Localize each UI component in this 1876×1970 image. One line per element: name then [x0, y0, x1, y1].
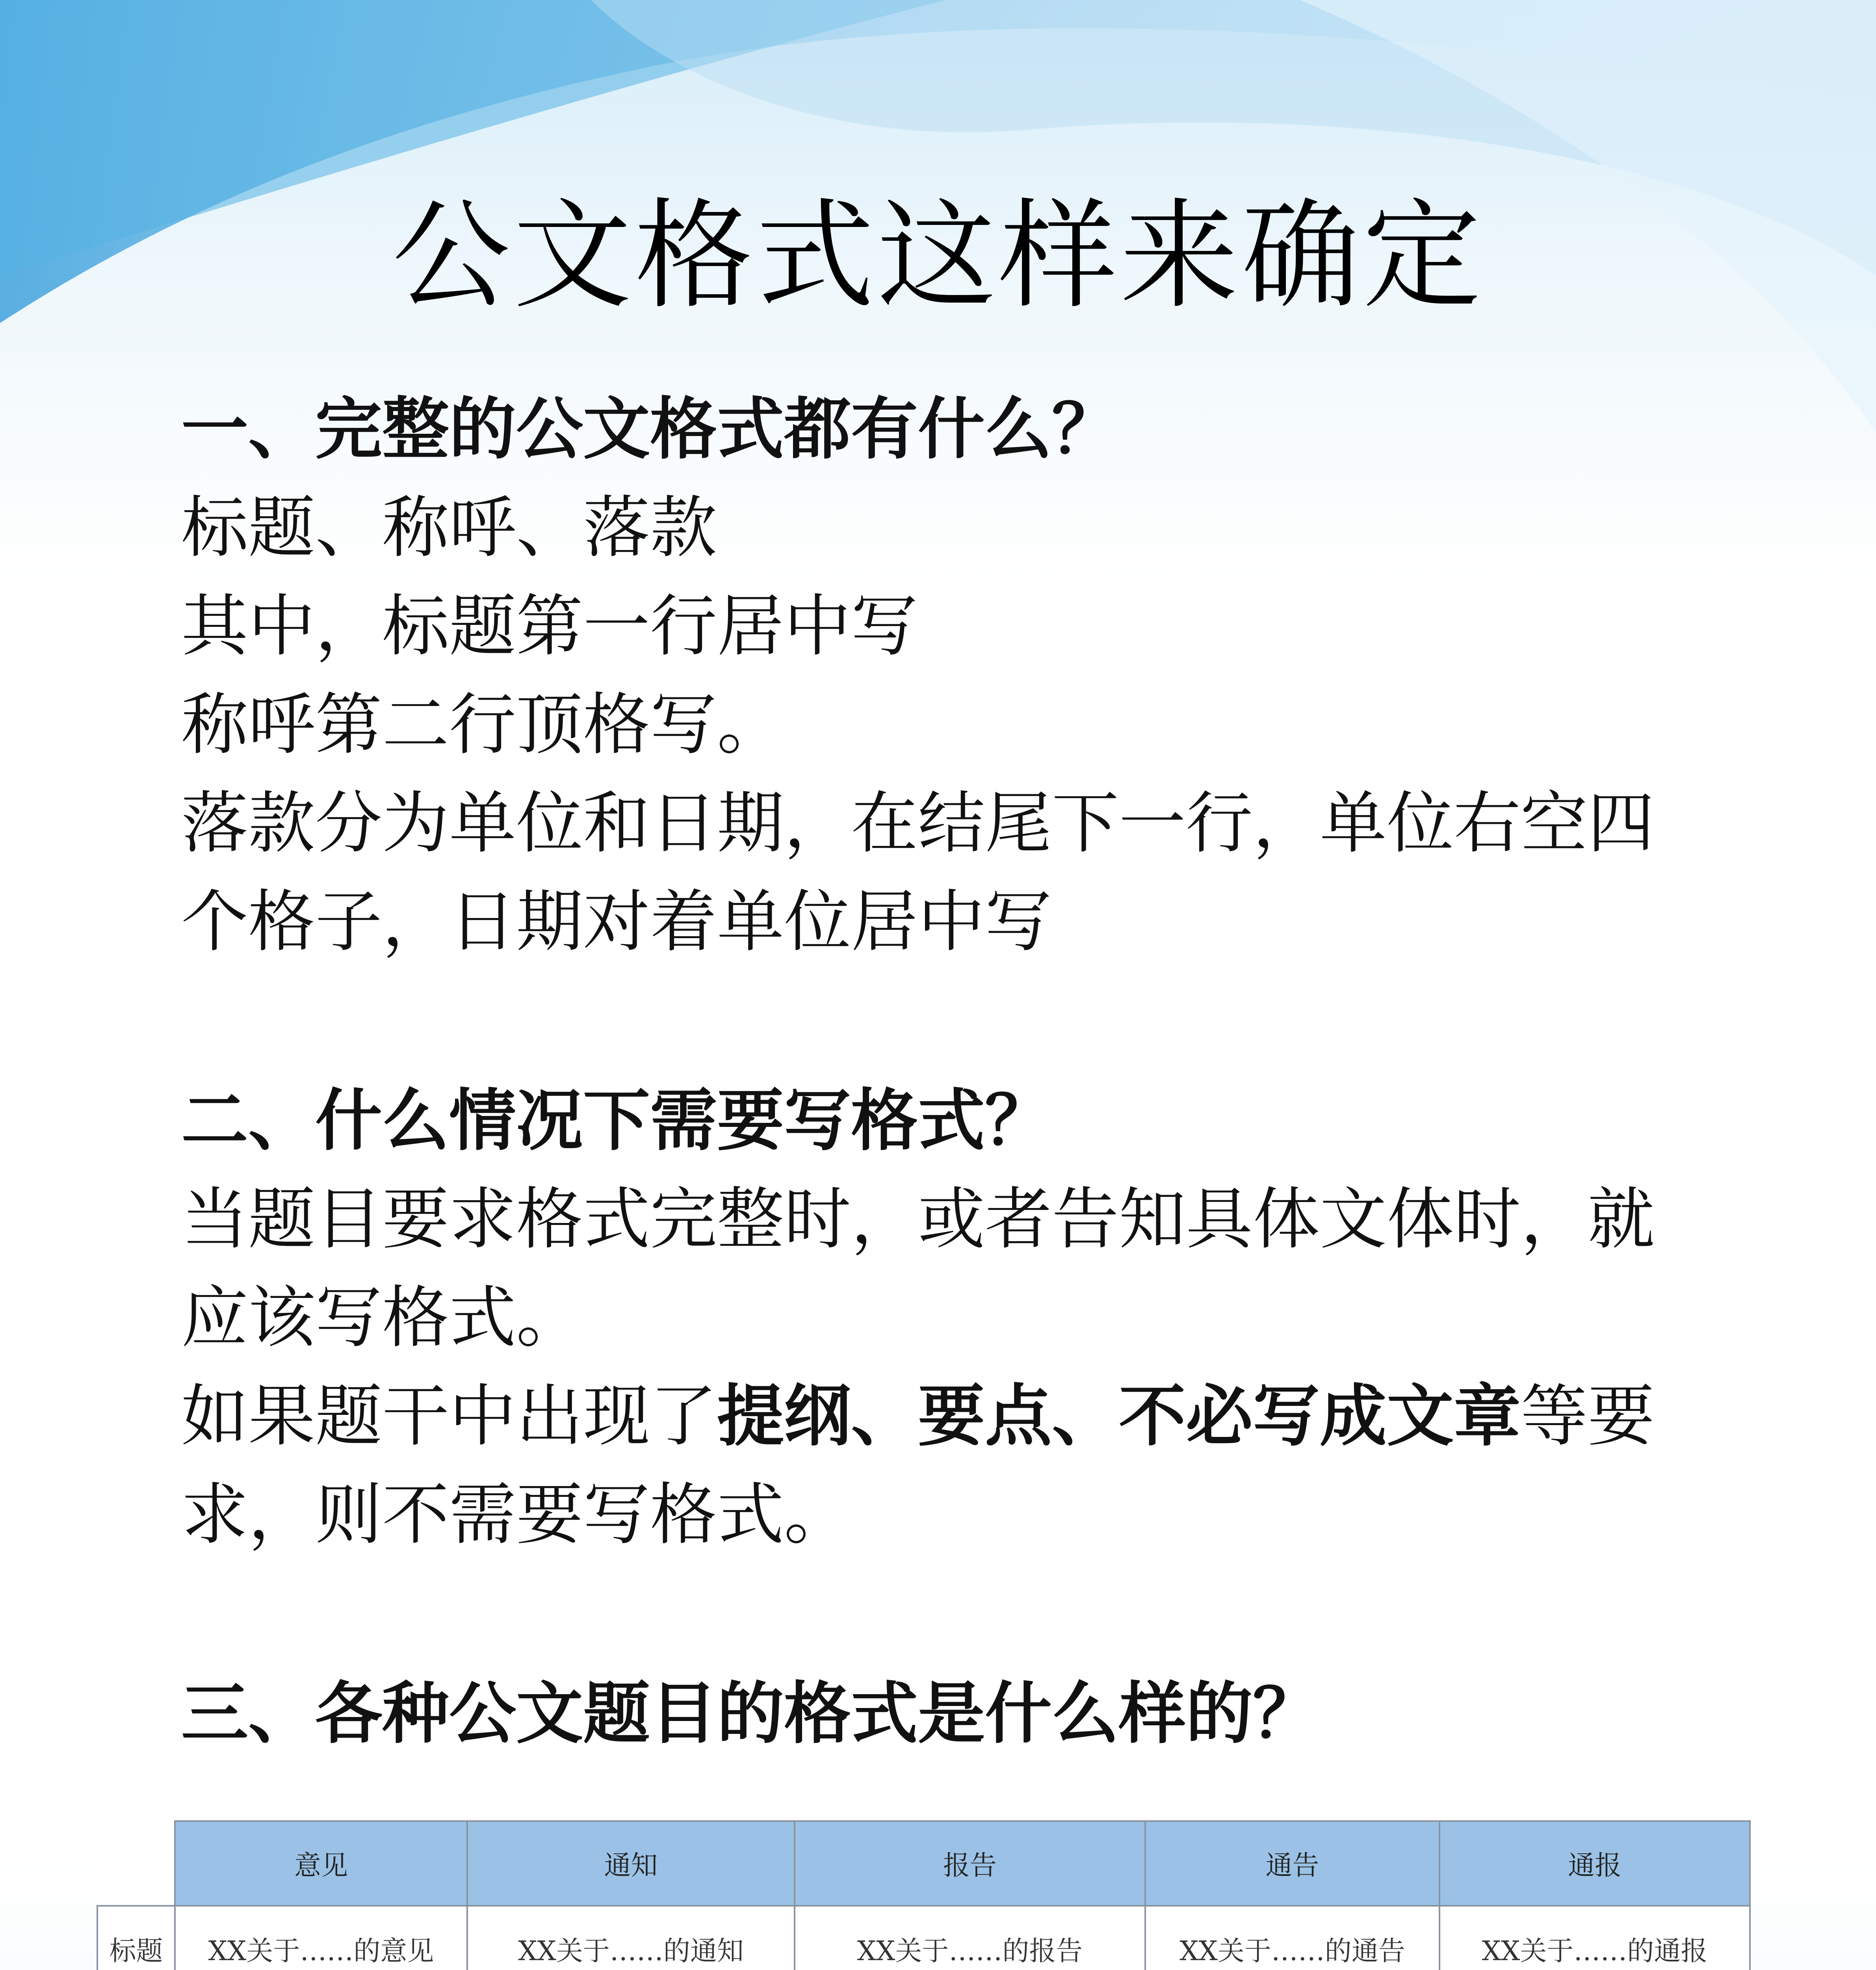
table-cell: XX关于……的通报	[1440, 1906, 1750, 1970]
table-corner-cell	[97, 1821, 175, 1906]
section-2-line-emphasis: 提纲、要点、不必写成文章	[717, 1377, 1521, 1455]
table-column-header: 通告	[1145, 1821, 1440, 1906]
table-column-header: 意见	[175, 1821, 467, 1906]
table-cell: XX关于……的意见	[175, 1906, 467, 1970]
section-1-heading: 一、完整的公文格式都有什么？	[181, 390, 1119, 468]
section-1-line: 个格子，日期对着单位居中写	[181, 883, 1052, 961]
section-1-line: 落款分为单位和日期，在结尾下一行，单位右空四	[181, 784, 1655, 862]
table-header-row	[97, 1821, 1750, 1906]
table-column-header: 报告	[795, 1821, 1145, 1906]
table-column-header: 通知	[467, 1821, 795, 1906]
table-column-header: 通报	[1440, 1821, 1750, 1906]
table-row	[97, 1906, 1750, 1970]
section-1-line: 称呼第二行顶格写。	[181, 686, 784, 764]
section-1-line: 标题、称呼、落款	[181, 489, 717, 567]
table-cell: XX关于……的通知	[467, 1906, 795, 1970]
section-2-line-prefix: 如果题干中出现了	[181, 1377, 717, 1455]
section-2-line	[181, 1367, 1737, 1466]
section-3-heading: 三、各种公文题目的格式是什么样的？	[181, 1675, 1320, 1753]
section-1-line: 其中，标题第一行居中写	[181, 587, 918, 665]
section-2-line: 应该写格式。	[181, 1279, 583, 1357]
section-2-line-suffix: 等要	[1521, 1377, 1655, 1455]
table-row-header: 标题	[97, 1906, 175, 1970]
page-title: 公文格式这样来确定	[392, 187, 1484, 325]
table-cell: XX关于……的通告	[1145, 1906, 1440, 1970]
table-cell: XX关于……的报告	[795, 1906, 1145, 1970]
section-2-line: 当题目要求格式完整时，或者告知具体文体时，就	[181, 1180, 1655, 1258]
format-comparison-table	[97, 1820, 1751, 1970]
section-2-heading: 二、什么情况下需要写格式？	[181, 1082, 1052, 1160]
section-2-line: 求，则不需要写格式。	[181, 1476, 851, 1554]
